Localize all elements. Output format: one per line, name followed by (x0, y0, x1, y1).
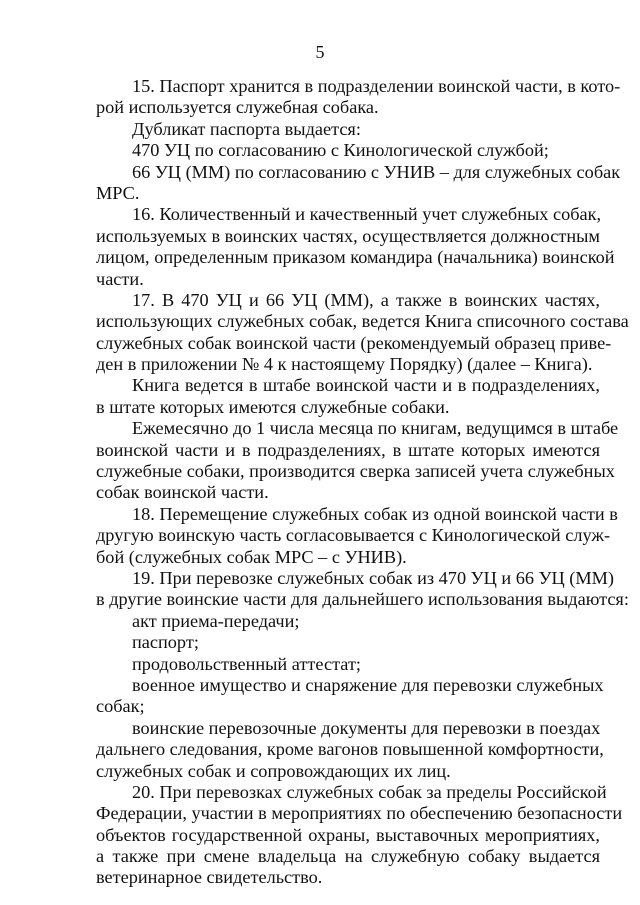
text-line: использующих служебных собак, ведется Книга списочного состава (96, 311, 629, 332)
paragraph (96, 140, 600, 161)
text-line: собак воинской части. (96, 482, 269, 503)
text-line: используемых в воинских частях, осуществляется должностным (96, 225, 600, 246)
text-line: ден в приложении № 4 к настоящему Порядку) (далее – Книга). (96, 354, 593, 375)
paragraph (96, 632, 600, 653)
document-body (96, 76, 629, 889)
text-line: воинские перевозочные документы для перевозки в поездах (132, 717, 601, 738)
text-line: ветеринарное свидетельство. (96, 867, 323, 888)
page-number: 5 (315, 42, 325, 62)
text-line: объектов государственной охраны, выставочных мероприятиях, (96, 824, 600, 845)
text-line: части. (96, 268, 144, 289)
text-line: в другие воинские части для дальнейшего использования выдаются: (96, 589, 629, 610)
paragraph (96, 76, 621, 119)
paragraph (96, 781, 623, 889)
text-line: рой используется служебная собака. (96, 97, 379, 118)
paragraph (96, 161, 621, 205)
text-line: собак; (96, 696, 145, 717)
text-line: а также при смене владельца на служебную собаку выдается (96, 846, 600, 867)
paragraph (96, 503, 618, 568)
paragraph (96, 654, 600, 675)
paragraph (96, 418, 619, 504)
text-line: Книга ведется в штабе воинской части и в подразделениях, (132, 375, 600, 396)
paragraph (96, 674, 604, 718)
text-line: Федерации, участии в мероприятиях по обеспечению безопасности (96, 803, 623, 824)
text-line: 18. Перемещение служебных собак из одной воинской части в (132, 503, 618, 524)
text-line: 66 УЦ (ММ) по согласованию с УНИВ – для служебных собак (132, 161, 621, 182)
text-line: служебных собак воинской части (рекомендуемый образец приве- (96, 332, 612, 353)
text-line: 19. При перевозке служебных собак из 470 УЦ и 66 УЦ (ММ) (132, 567, 614, 588)
text-line: МРС. (96, 182, 140, 203)
paragraph (96, 204, 615, 290)
text-line: Дубликат паспорта выдается: (132, 118, 361, 139)
text-line: бой (служебных собак МРС – с УНИВ). (96, 546, 407, 567)
paragraph (96, 119, 600, 140)
text-line: акт приема-передачи; (132, 610, 300, 631)
paragraph (96, 717, 604, 782)
text-line: служебные собаки, производится сверка записей учета служебных (96, 461, 615, 482)
text-line: 15. Паспорт хранится в подразделении воинской части, в кото- (132, 76, 621, 96)
paragraph (96, 289, 629, 376)
text-line: 20. При перевозках служебных собак за пределы Российской (132, 781, 607, 802)
text-line: воинской части и в подразделениях, в штате которых имеются (96, 439, 600, 460)
text-line: дальнего следования, кроме вагонов повышенной комфортности, (96, 739, 604, 760)
text-line: служебных собак и сопровождающих их лиц. (96, 760, 451, 781)
text-line: другую воинскую часть согласовывается с Кинологической служ- (96, 525, 611, 546)
text-line: продовольственный аттестат; (132, 653, 362, 674)
text-line: паспорт; (132, 632, 199, 653)
text-line: лицом, определенным приказом командира (начальника) воинской (96, 247, 615, 268)
text-line: военное имущество и снаряжение для перевозки служебных (132, 674, 604, 695)
paragraph (96, 375, 600, 418)
paragraph (96, 611, 600, 632)
paragraph (96, 567, 629, 611)
text-line: 470 УЦ по согласованию с Кинологической службой; (132, 140, 549, 161)
text-line: 16. Количественный и качественный учет служебных собак, (132, 204, 602, 225)
text-line: в штате которых имеются служебные собаки. (96, 396, 450, 417)
text-line: Ежемесячно до 1 числа месяца по книгам, ведущимся в штабе (132, 418, 619, 439)
text-line: 17. В 470 УЦ и 66 УЦ (ММ), а также в воинских частях, (132, 289, 600, 310)
